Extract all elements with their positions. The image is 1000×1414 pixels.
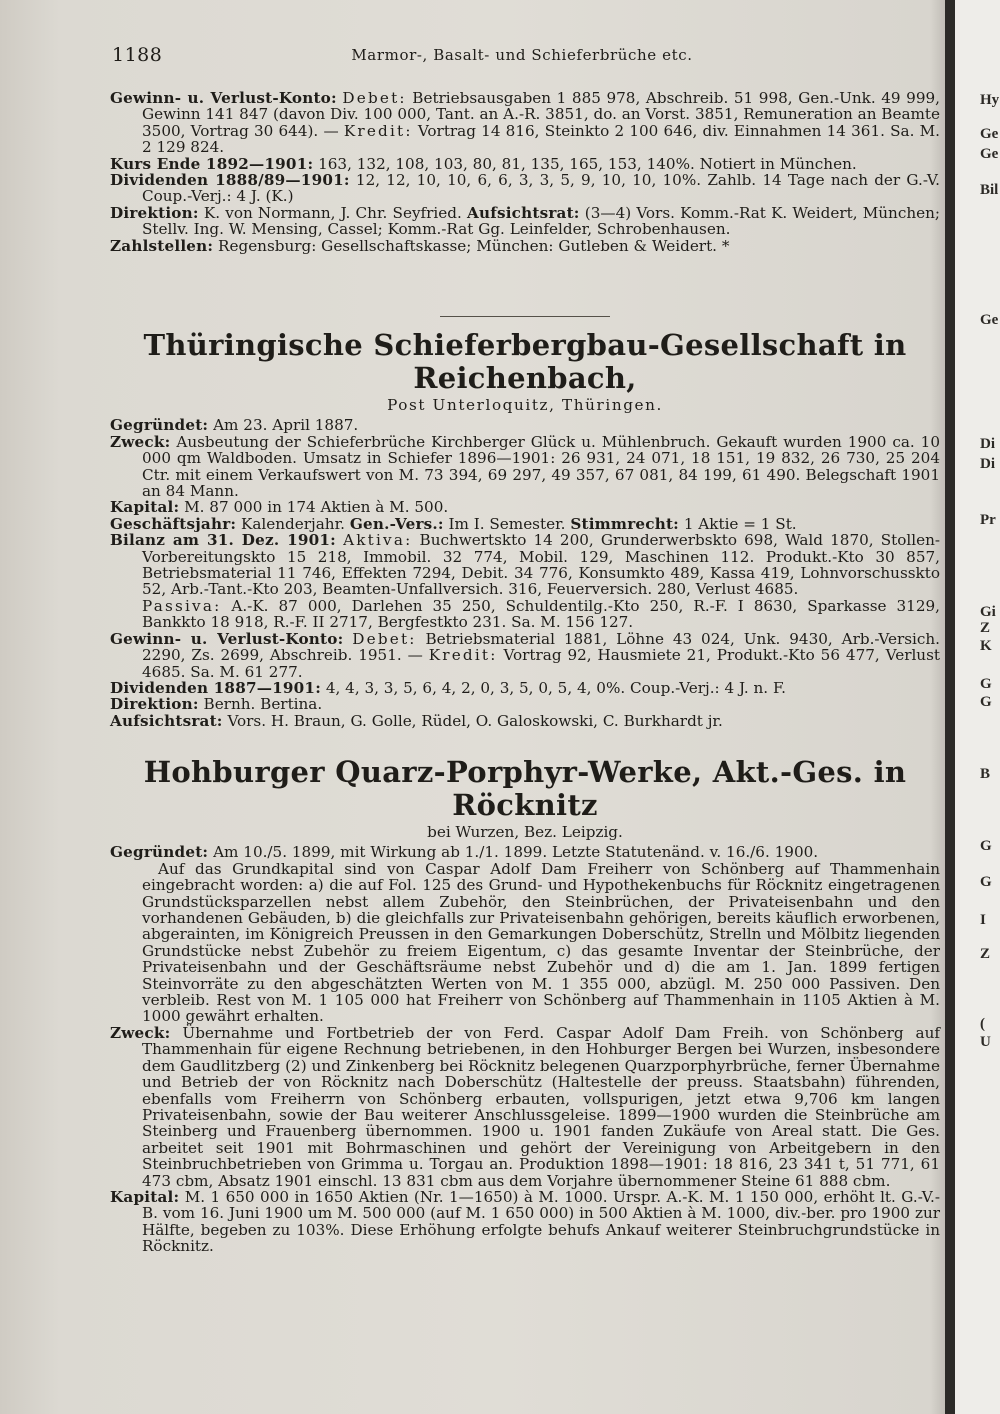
facing-page-fragment: U — [980, 1034, 991, 1050]
facing-page-fragment: Ge — [980, 126, 999, 142]
entry-label: Zahlstellen: — [110, 236, 214, 255]
aufsichtsrat-entry — [110, 713, 940, 729]
entry-label: Kurs Ende 1892—1901: — [110, 154, 314, 173]
entry-label: Gen.-Vers.: — [349, 514, 444, 533]
facing-page-fragment: Hy — [980, 92, 1000, 108]
entry-text: 163, 132, 108, 103, 80, 81, 135, 165, 153, 140%. Notiert in München. — [318, 154, 857, 173]
entry-text: 4, 4, 3, 3, 5, 6, 4, 2, 0, 3, 5, 0, 5, 4, 0%. Coup.-Verj.: 4 J. n. F. — [325, 678, 786, 697]
entry-label: Zweck: — [110, 1023, 171, 1042]
entry-label: Bilanz am 31. Dez. 1901: — [110, 531, 336, 550]
entry-text: Betriebsausgaben 1 885 978, Abschreib. 51 998, Gen.-Unk. 49 999, Gewinn 141 847 (davon Div. 100 000, Tant. an A.-R. 3851, do. an Vorst. 3851, Remuneration an Beamte 3500, Vortrag 30 644). — — [142, 89, 941, 140]
entry-label: Dividenden 1887—1901: — [110, 678, 322, 697]
facing-page-fragment: Di — [980, 436, 995, 452]
entry-label: Kapital: — [110, 1187, 180, 1206]
entry-text: Vortrag 14 816, Steinkto 2 100 646, div. Einnahmen 14 361. Sa. M. 2 129 824. — [142, 121, 941, 157]
facing-page-fragment: I — [980, 912, 986, 928]
entry-text: Vortrag 92, Hausmiete 21, Produkt.-Kto 56 477, Verlust 4685. Sa. M. 61 277. — [142, 646, 940, 681]
zahlstellen-entry — [110, 238, 940, 254]
company-title: Thüringische Schieferbergbau-Gesellschaft in Reichenbach, — [143, 328, 907, 395]
company-section-hohburger — [110, 756, 940, 1255]
kredit-label: Kredit: — [343, 121, 413, 140]
page-number: 1188 — [112, 44, 163, 66]
entry-text: Regensburg: Gesellschaftskasse; München: Gutleben & Weidert. * — [218, 236, 730, 255]
passiva-label: Passiva: — [142, 596, 222, 615]
entry-text: K. von Normann, J. Chr. Seyfried. — [203, 203, 462, 222]
direktion-entry — [110, 696, 940, 712]
section-divider — [440, 316, 610, 317]
facing-page-fragment: Di — [980, 456, 995, 472]
bilanz-entry — [110, 532, 940, 598]
gegruendet-entry — [110, 417, 940, 433]
entry-label: Dividenden 1888/89—1901: — [110, 171, 350, 190]
entry-text: 1 Aktie = 1 St. — [683, 514, 797, 533]
entry-label: Gegründet: — [110, 843, 209, 862]
entry-text: Betriebsmaterial 1881, Löhne 43 024, Unk. 9430, Arb.-Versich. 2290, Zs. 2699, Abschreib. 1951. — — [142, 629, 941, 665]
running-title: Marmor-, Basalt- und Schieferbrüche etc. — [351, 46, 693, 64]
gewinn-verlust-entry — [110, 631, 940, 680]
aktiva-label: Aktiva: — [343, 531, 413, 550]
facing-page-fragment: Gi — [980, 604, 996, 620]
kurs-entry — [110, 156, 940, 172]
company-title: Hohburger Quarz-Porphyr-Werke, Akt.-Ges. in Röcknitz — [143, 755, 907, 822]
passiva-entry — [110, 598, 940, 631]
entry-text: A.-K. 87 000, Darlehen 35 250, Schuldentilg.-Kto 250, R.-F. I 8630, Sparkasse 3129, Bankkto 18 918, R.-F. II 2717, Bergfestkto 231. Sa. M. 156 127. — [142, 596, 940, 632]
entry-label: Aufsichtsrat: — [110, 711, 223, 730]
binding-gutter — [945, 0, 955, 1414]
direktion-entry — [110, 205, 940, 238]
dividenden-entry — [110, 172, 940, 205]
entry-label: Gegründet: — [110, 416, 209, 435]
entry-label: Direktion: — [110, 203, 199, 222]
facing-page-fragment: Ge — [980, 312, 999, 328]
entry-label: Stimmrecht: — [570, 514, 679, 533]
facing-page-fragment: Z — [980, 946, 991, 962]
debet-label: Debet: — [352, 629, 417, 648]
zweck-entry — [110, 1025, 940, 1189]
running-header — [112, 44, 932, 68]
gruendung-einbringung-text — [110, 861, 940, 1025]
kredit-label: Kredit: — [428, 646, 498, 665]
company-section-thueringische — [110, 302, 940, 729]
facing-page-fragment: Bil — [980, 182, 999, 198]
company-location: Post Unterloquitz, Thüringen. — [387, 396, 663, 414]
entry-text: Bernh. Bertina. — [203, 695, 323, 714]
entry-text: Am 10./5. 1899, mit Wirkung ab 1./1. 1899. Letzte Statutenänd. v. 16./6. 1900. — [213, 843, 819, 862]
entry-label: Zweck: — [110, 432, 171, 451]
entry-text: 12, 12, 10, 10, 6, 6, 3, 3, 5, 9, 10, 10, 10%. Zahlb. 14 Tage nach der G.-V. Coup.-Verj.: 4 J. (K.) — [142, 171, 940, 206]
geschaeftsjahr-entry — [110, 516, 940, 532]
previous-company-section — [110, 90, 940, 254]
entry-text: Kalenderjahr. — [241, 514, 345, 533]
facing-page-fragment: G — [980, 874, 992, 890]
entry-text: (3—4) Vors. Komm.-Rat K. Weidert, München; Stellv. Ing. W. Mensing, Cassel; Komm.-Rat Gg. Leinfelder, Schrobenhausen. — [142, 203, 941, 239]
entry-label: Aufsichtsrat: — [467, 203, 580, 222]
entry-label: Kapital: — [110, 498, 180, 517]
dividenden-entry — [110, 680, 940, 696]
facing-page-fragment: Ge — [980, 146, 999, 162]
entry-label: Gewinn- u. Verlust-Konto: — [110, 89, 337, 107]
kapital-entry — [110, 499, 940, 515]
entry-text: Buchwertskto 14 200, Grunderwerbskto 698, Wald 1870, Stollen-Vorbereitungskto 15 218, Immobil. 32 774, Mobil. 129, Maschinen 112. Produkt.-Kto 30 857, Betriebsmaterial 11 746, Effekten 7294, Debit. 34 776, Konsumkto 489, Kassa 419, Lohnvorschusskto 52, Arb.-Tant.-Kto 203, Beamten-Unfallversich. 316, Feuerversich. 280, Verlust 4685. — [142, 531, 940, 599]
entry-text: Übernahme und Fortbetrieb der von Ferd. Caspar Adolf Dam Freih. von Schönberg auf Thammenhain für eigene Rechnung betriebenen, in den Hohburger Bergen bei Wurzen, insbesondere dem Gaudlitzberg (2) und Zinkenberg bei Röcknitz belegenen Quarzporphyrbrüche, ferner Übernahme und Betrieb der von Röcknitz nach Doberschütz (Haltestelle der preuss. Staatsbahn) führenden, ebenfalls vom Freiherrn von Schönberg erbauten, vollspurigen, jetzt etwa 9,706 km langen Privateisenbahn, sowie der Bau weiterer Anschlussgeleise. 1899—1900 wurden die Steinbrüche am Steinberg und Frauenberg übernommen. 1900 u. 1901 fanden Zukäufe von Areal statt. Die Ges. arbeitet seit 1901 mit Bohrmaschinen und gehört der Vereinigung von Arbeitgebern in den Steinbruchbetrieben von Grimma u. Torgau an. Produktion 1898—1901: 18 816, 23 341 t, 51 771, 61 473 cbm, Absatz 1901 einschl. 13 831 cbm aus dem Vorjahre übernommener Steine 61 888 cbm. — [142, 1023, 940, 1190]
entry-text: Auf das Grundkapital sind von Caspar Adolf Dam Freiherr von Schönberg auf Thammenhain eingebracht worden: a) die auf Fol. 125 des Grund- und Hypothekenbuchs für Röcknitz eingetragenen Grundstücksparzellen nebst allem Zubehör, den Steinbrüchen, der Privateisenbahn und den vorhandenen Gebäuden, b) die gleichfalls zur Privateisenbahn gehörigen, bereits käuflich erworbenen, abgerainten, im Königreich Preussen in den Gemarkungen Doberschütz, Strelln und Mölbitz liegenden Grundstücke nebst Zubehör zu freiem Eigentum, c) das gesamte Inventar der Steinbrüche, der Privateisenbahn und der Geschäftsräume nebst Zubehör und d) die am 1. Jan. 1899 fertigen Steinvorräte zu den abgeschätzten Werten von M. 1 355 000, abzügl. M. 250 000 Passiven. Den verbleib. Rest von M. 1 105 000 hat Freiherr von Schönberg auf Thammenhain in 1105 Aktien à M. 1000 gewährt erhalten. — [142, 859, 940, 1026]
facing-page-fragment: B — [980, 766, 991, 782]
entry-label: Geschäftsjahr: — [110, 514, 237, 533]
gegruendet-entry — [110, 844, 940, 860]
kapital-entry — [110, 1189, 940, 1255]
entry-text: M. 1 650 000 in 1650 Aktien (Nr. 1—1650) à M. 1000. Urspr. A.-K. M. 1 150 000, erhöht lt. G.-V.-B. vom 16. Juni 1900 um M. 500 000 (auf M. 1 650 000) in 500 Aktien à M. 1000, div.-ber. pro 1900 zur Hälfte, begeben zu 103%. Diese Erhöhung erfolgte behufs Ankauf weiterer Steinbruchgrundstücke in Röcknitz. — [142, 1187, 941, 1256]
entry-text: Vors. H. Braun, G. Golle, Rüdel, O. Galoskowski, C. Burkhardt jr. — [227, 711, 723, 730]
facing-page-fragment: Pr — [980, 512, 996, 528]
facing-page-fragment: Z — [980, 620, 991, 636]
facing-page-strip — [955, 0, 1000, 1414]
entry-label: Gewinn- u. Verlust-Konto: — [110, 629, 344, 648]
facing-page-fragment: ( — [980, 1016, 985, 1032]
gewinn-verlust-entry — [110, 90, 940, 156]
debet-label: Debet: — [342, 89, 407, 107]
company-location: bei Wurzen, Bez. Leipzig. — [427, 823, 623, 841]
entry-text: M. 87 000 in 174 Aktien à M. 500. — [184, 498, 449, 517]
facing-page-fragment: G — [980, 694, 992, 710]
entry-label: Direktion: — [110, 695, 199, 714]
entry-text: Ausbeutung der Schieferbrüche Kirchberger Glück u. Mühlenbruch. Gekauft wurden 1900 ca. 10 000 qm Waldboden. Umsatz in Schiefer 1896—1901: 26 931, 24 071, 18 151, 19 832, 26 730, 25 204 Ctr. mit einem Verkaufswert von M. 73 394, 69 297, 49 357, 67 081, 84 199, 61 490. Belegschaft 1901 an 84 Mann. — [142, 432, 941, 501]
entry-text: Am 23. April 1887. — [213, 416, 359, 435]
zweck-entry — [110, 434, 940, 500]
facing-page-fragment: G — [980, 676, 992, 692]
entry-text: Im I. Semester. — [448, 514, 566, 533]
facing-page-fragment: G — [980, 838, 992, 854]
facing-page-fragment: K — [980, 638, 992, 654]
